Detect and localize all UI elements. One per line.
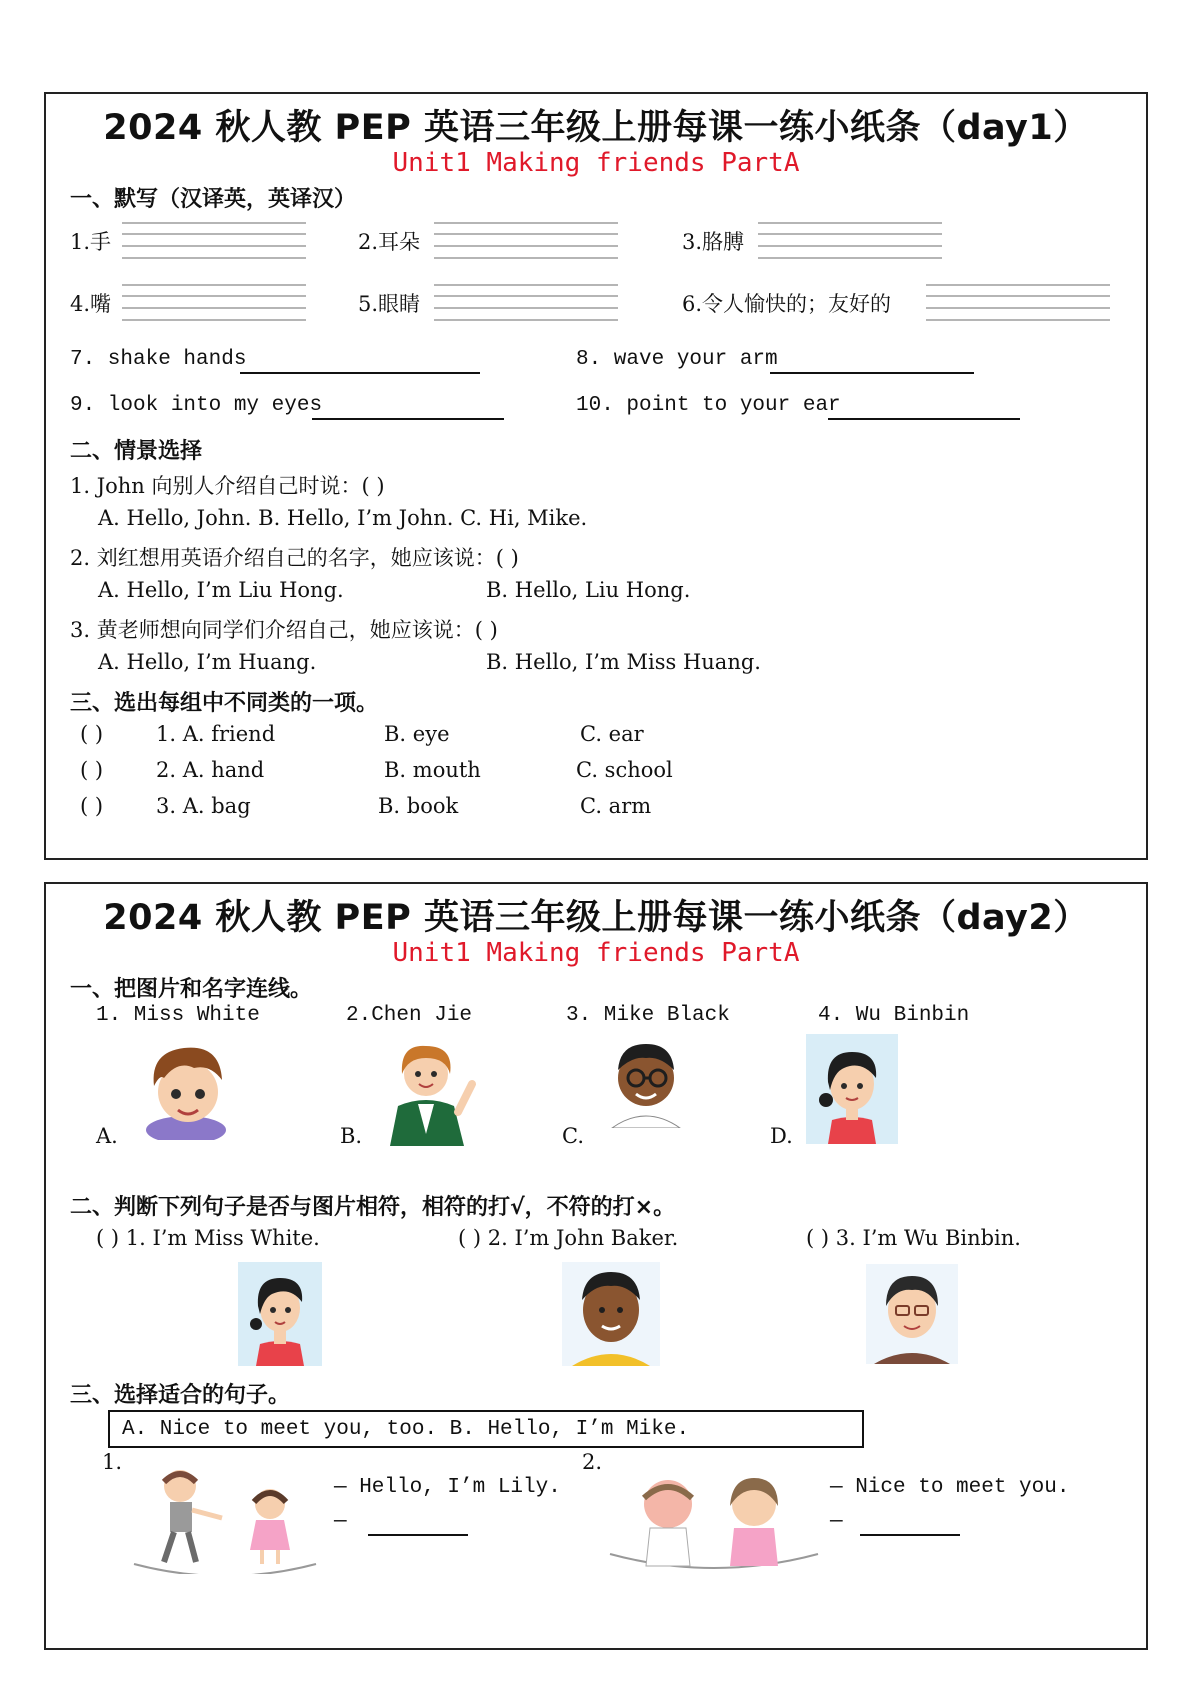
- boy-girl-meeting-picture: [606, 1470, 822, 1570]
- dictation-item: 4.嘴: [70, 292, 112, 316]
- section-heading-odd-one-out: 三、选出每组中不同类的一项。: [70, 691, 379, 716]
- choice-b: B. mouth: [384, 758, 481, 782]
- writing-lines[interactable]: [122, 282, 306, 322]
- writing-lines[interactable]: [926, 282, 1110, 322]
- dialogue-line: — Hello, I’m Lily.: [334, 1476, 561, 1499]
- writing-lines[interactable]: [758, 220, 942, 260]
- picture-letter: A.: [96, 1124, 118, 1148]
- option-b: B. Hello, Liu Hong.: [486, 578, 691, 602]
- answer-line[interactable]: [770, 372, 974, 374]
- worksheet-card-day1: [44, 92, 1148, 860]
- choice-a: 1. A. friend: [156, 722, 276, 746]
- sentence-options: A. Nice to meet you, too. B. Hello, I’m Mike.: [122, 1418, 690, 1441]
- judgement-item[interactable]: ( ) 2. I’m John Baker.: [458, 1226, 679, 1250]
- picture-letter: D.: [770, 1124, 793, 1148]
- translation-item: 8. wave your arm: [576, 348, 778, 371]
- dictation-item: 3.胳膊: [682, 230, 745, 254]
- answer-line[interactable]: [312, 418, 504, 420]
- section-heading-choose-sentence: 三、选择适合的句子。: [70, 1383, 291, 1408]
- name-label: 4. Wu Binbin: [818, 1004, 970, 1027]
- judgement-item[interactable]: ( ) 1. I’m Miss White.: [96, 1226, 320, 1250]
- woman-teacher-picture: [372, 1034, 480, 1146]
- boy-curly-hair-picture: [138, 1034, 234, 1140]
- option-a: A. Hello, I’m Huang.: [98, 650, 317, 674]
- dialogue-number: 1.: [102, 1450, 123, 1474]
- girl-picture: [238, 1262, 322, 1366]
- choice-a: 2. A. hand: [156, 758, 265, 782]
- dictation-item: 5.眼睛: [358, 292, 421, 316]
- answer-line[interactable]: [860, 1534, 960, 1536]
- boy-picture: [562, 1262, 660, 1366]
- worksheet-title: 2024 秋人教 PEP 英语三年级上册每课一练小纸条（day2）: [103, 898, 1089, 938]
- name-label: 1. Miss White: [96, 1004, 260, 1027]
- choice-c: C. arm: [580, 794, 652, 818]
- answer-paren[interactable]: ( ): [80, 794, 104, 818]
- worksheet-card-day2: [44, 882, 1148, 1650]
- options-box: [108, 1410, 864, 1448]
- translation-item: 7. shake hands: [70, 348, 247, 371]
- choice-a: 3. A. bag: [156, 794, 251, 818]
- question: 2. 刘红想用英语介绍自己的名字，她应该说：( ): [70, 546, 519, 570]
- question: 1. John 向别人介绍自己时说：( ): [70, 474, 385, 498]
- answer-paren[interactable]: ( ): [80, 722, 104, 746]
- dictation-item: 2.耳朵: [358, 230, 421, 254]
- answer-line[interactable]: [240, 372, 480, 374]
- dictation-item: 1.手: [70, 230, 112, 254]
- question: 3. 黄老师想向同学们介绍自己，她应该说：( ): [70, 618, 498, 642]
- picture-letter: C.: [562, 1124, 584, 1148]
- answer-line[interactable]: [368, 1534, 468, 1536]
- option-b: B. Hello, I’m Miss Huang.: [486, 650, 761, 674]
- section-heading-true-false: 二、判断下列句子是否与图片相符，相符的打√，不符的打×。: [70, 1195, 676, 1220]
- section-heading-situations: 二、情景选择: [70, 439, 203, 464]
- dialogue-dash: —: [830, 1510, 843, 1533]
- translation-item: 10. point to your ear: [576, 394, 841, 417]
- writing-lines[interactable]: [122, 220, 306, 260]
- writing-lines[interactable]: [434, 220, 618, 260]
- boy-glasses-picture: [598, 1030, 694, 1128]
- dialogue-number: 2.: [582, 1450, 603, 1474]
- name-label: 3. Mike Black: [566, 1004, 730, 1027]
- girl-picture: [806, 1034, 898, 1144]
- worksheet-subtitle: Unit1 Making friends PartA: [392, 938, 800, 968]
- worksheet-subtitle: Unit1 Making friends PartA: [392, 148, 800, 178]
- dictation-item: 6.令人愉快的；友好的: [682, 292, 892, 316]
- answer-paren[interactable]: ( ): [80, 758, 104, 782]
- choice-b: B. book: [378, 794, 459, 818]
- worksheet-title: 2024 秋人教 PEP 英语三年级上册每课一练小纸条（day1）: [103, 108, 1089, 148]
- translation-item: 9. look into my eyes: [70, 394, 323, 417]
- answer-line[interactable]: [828, 418, 1020, 420]
- choice-b: B. eye: [384, 722, 450, 746]
- dialogue-dash: —: [334, 1510, 347, 1533]
- woman-glasses-picture: [866, 1264, 958, 1364]
- dialogue-line: — Nice to meet you.: [830, 1476, 1070, 1499]
- choice-c: C. school: [576, 758, 673, 782]
- picture-letter: B.: [340, 1124, 363, 1148]
- question-options: A. Hello, John. B. Hello, I’m John. C. Hi, Mike.: [98, 506, 588, 530]
- boy-girl-greeting-picture: [130, 1464, 320, 1574]
- section-heading-matching: 一、把图片和名字连线。: [70, 977, 313, 1002]
- name-label: 2.Chen Jie: [346, 1004, 473, 1027]
- section-heading-dictation: 一、默写（汉译英，英译汉）: [70, 187, 357, 212]
- judgement-item[interactable]: ( ) 3. I’m Wu Binbin.: [806, 1226, 1021, 1250]
- writing-lines[interactable]: [434, 282, 618, 322]
- choice-c: C. ear: [580, 722, 644, 746]
- option-a: A. Hello, I’m Liu Hong.: [98, 578, 344, 602]
